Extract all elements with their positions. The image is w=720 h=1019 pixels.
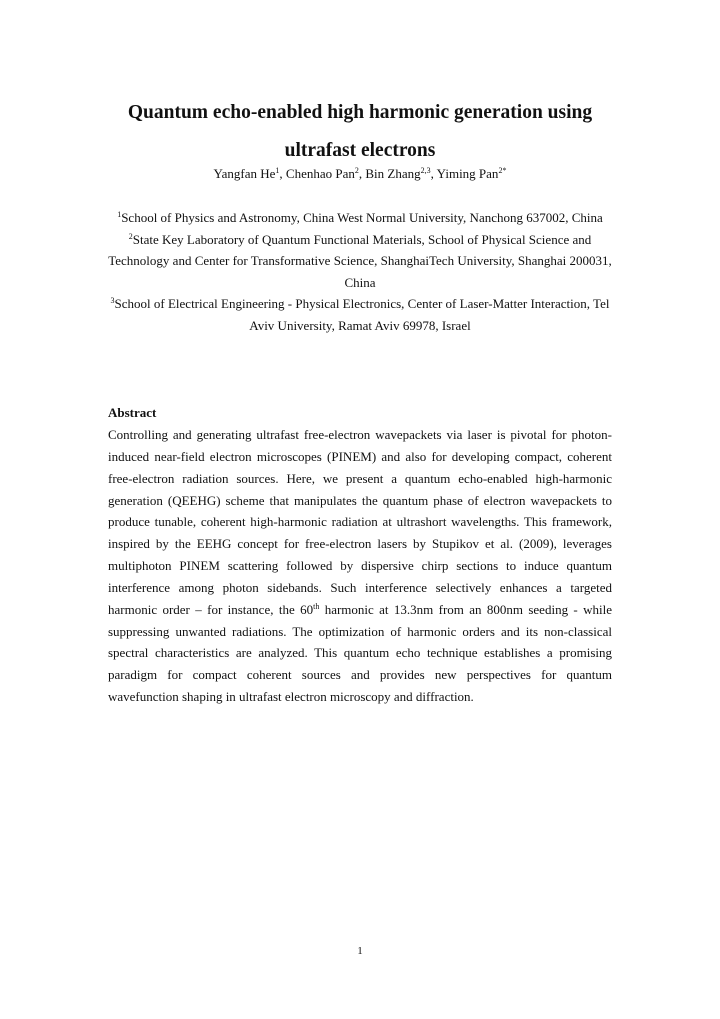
author-affiliation-mark: 2,3: [420, 166, 431, 175]
author-separator: ,: [430, 166, 437, 181]
affiliation-list: [108, 207, 612, 337]
affiliation: [108, 293, 612, 336]
author-affiliation-mark: 2*: [498, 166, 507, 175]
author-name: Yiming Pan: [436, 166, 499, 181]
author: [214, 166, 286, 181]
abstract-text-part: Controlling and generating ultrafast free-electron wavepackets via laser is pivotal for photon-induced near-field electron microscopes (PINEM) and also for developing compact, coherent free-electron radiation sources. Here, we present a quantum echo-enabled high-harmonic generation (QEEHG) scheme that manipulates the quantum phase of electron wavepackets to produce tunable, coherent high-harmonic radiation at ultrashort wavelengths. This framework, inspired by the EEHG concept for free-electron lasers by Stupikov et al. (2009), leverages multiphoton PINEM scattering followed by dispersive chirp sections to induce quantum interference among photon sidebands. Such interference selectively enhances a targeted harmonic order – for instance, the 60: [108, 427, 612, 617]
ordinal-superscript: th: [313, 601, 320, 611]
author-name: Yangfan He: [213, 166, 276, 181]
affiliation-mark: 2: [128, 231, 133, 241]
affiliation-text: State Key Laboratory of Quantum Functional Materials, School of Physical Science and Technology and Center for Transformative Science, ShanghaiTech University, Shanghai 200031, China: [108, 231, 612, 290]
abstract-text: [108, 424, 612, 708]
abstract-text-part: harmonic at 13.3nm from an 800nm seeding - while suppressing unwanted radiations. The optimization of harmonic orders and its non-classical spectral characteristics are analyzed. This quantum echo technique establishes a promising paradigm for compact coherent sources and provides new perspectives for quantum wavefunction shaping in ultrafast electron microscopy and diffraction.: [108, 601, 613, 705]
affiliation-mark: 3: [110, 296, 115, 306]
affiliation: [108, 207, 612, 229]
paper-title: Quantum echo-enabled high harmonic generation using ultrafast electrons: [127, 102, 593, 161]
author-name: Chenhao Pan: [285, 166, 355, 181]
abstract-heading: Abstract: [108, 405, 157, 420]
author-affiliation-mark: 2: [354, 166, 359, 175]
author: [437, 166, 507, 181]
author-separator: ,: [279, 166, 286, 181]
affiliation-text: School of Physics and Astronomy, China West Normal University, Nanchong 637002, China: [121, 210, 603, 225]
affiliation: [108, 229, 612, 294]
author-list: [90, 164, 630, 184]
author-separator: ,: [358, 166, 366, 181]
author-affiliation-mark: 1: [275, 166, 280, 175]
author: [286, 166, 365, 181]
author-name: Bin Zhang: [365, 166, 421, 181]
page-number: 1: [357, 945, 363, 957]
affiliation-mark: 1: [117, 210, 122, 219]
affiliation-text: School of Electrical Engineering - Physical Electronics, Center of Laser-Matter Interaction, Tel Aviv University, Ramat Aviv 69978, Israel: [114, 296, 610, 333]
author: [365, 166, 436, 181]
